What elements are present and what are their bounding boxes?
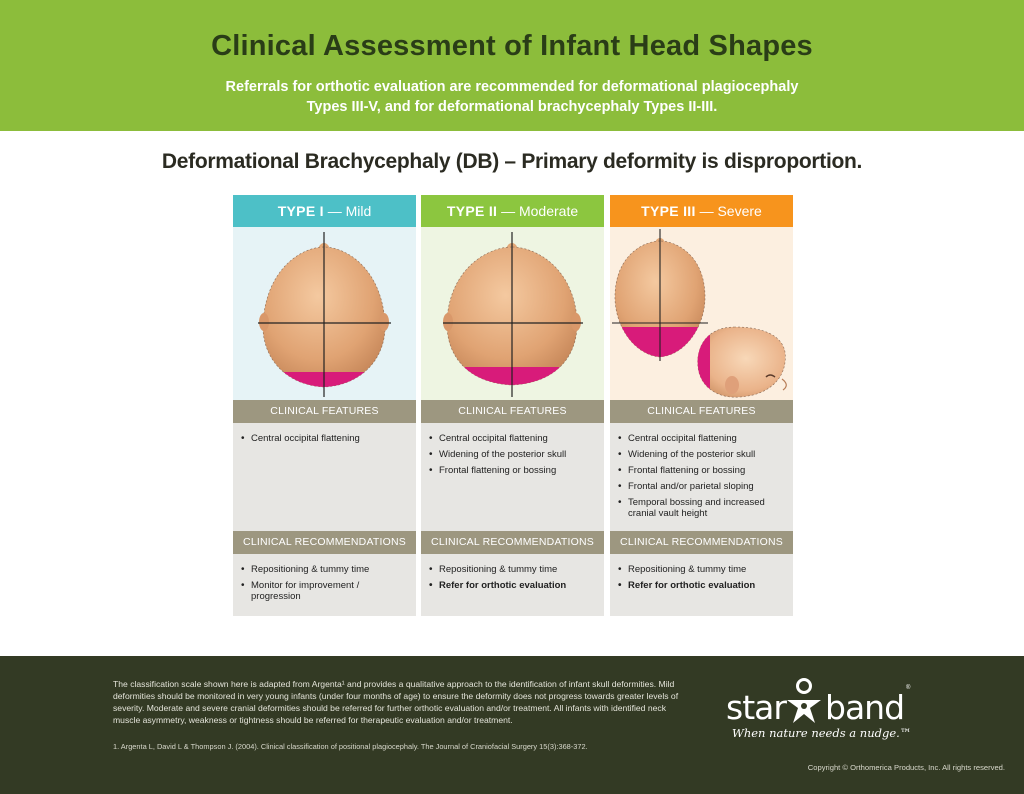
type-iii-column	[610, 195, 793, 616]
severity-label: Mild	[345, 203, 372, 219]
feature-item: • Widening of the posterior skull	[429, 449, 596, 460]
recommendations-panel	[421, 554, 604, 616]
feature-item: • Central occipital flattening	[429, 433, 596, 444]
features-panel	[233, 423, 416, 531]
feature-item: • Widening of the posterior skull	[618, 449, 785, 460]
features-title-bar: CLINICAL FEATURES	[421, 400, 604, 423]
subtitle-line-2: Types III-V, and for deformational brachycephaly Types II-III.	[306, 99, 718, 115]
footer	[0, 656, 1024, 794]
type-label: TYPE III	[641, 203, 696, 219]
recommendations-panel	[610, 554, 793, 616]
ear-left	[259, 313, 269, 331]
recommendations-list	[241, 564, 408, 602]
head-top-view-moderate	[421, 227, 604, 400]
section-heading: Deformational Brachycephaly (DB) – Primary deformity is disproportion.	[161, 150, 863, 173]
ear-right	[571, 313, 581, 331]
star-figure-icon	[784, 678, 824, 726]
logo-text-star: star	[726, 688, 786, 727]
footer-paragraph: The classification scale shown here is adapted from Argenta¹ and provides a qualitative approach to the identification of infant skull deformities. Mild deformities should be monitored in very young infants (under four months of age) to ensure the deformity does not progress towards greater levels of severity. Moderate and severe cranial deformities should be referred for further orthotic evaluation and/or treatment. All infants with identified neck muscle asymmetry, weakness or tightness should be referred for therapeutic evaluation and/or treatment.	[113, 679, 679, 725]
page-title: Clinical Assessment of Infant Head Shapes	[211, 30, 813, 62]
type-ii-column	[421, 195, 604, 616]
top-banner	[0, 0, 1024, 131]
recommendations-title-bar: CLINICAL RECOMMENDATIONS	[421, 531, 604, 554]
recommendations-panel	[233, 554, 416, 616]
type-i-column	[233, 195, 416, 616]
recommendation-item: • Repositioning & tummy time	[429, 564, 596, 575]
ear-right	[379, 313, 389, 331]
type-iii-header: TYPE III — Severe	[610, 195, 793, 227]
features-list	[429, 433, 596, 476]
features-title-bar: CLINICAL FEATURES	[233, 400, 416, 423]
feature-item: • Central occipital flattening	[241, 433, 408, 444]
type-ii-header: TYPE II — Moderate	[421, 195, 604, 227]
recommendation-item: • Monitor for improvement / progression	[241, 580, 408, 602]
features-title-bar: CLINICAL FEATURES	[610, 400, 793, 423]
recommendation-item: • Repositioning & tummy time	[618, 564, 785, 575]
nose-side	[782, 379, 786, 390]
logo-tagline: When nature needs a nudge.™	[732, 726, 912, 740]
type-label: TYPE I	[277, 203, 324, 219]
type-i-header: TYPE I — Mild	[233, 195, 416, 227]
feature-item: • Frontal flattening or bossing	[429, 465, 596, 476]
feature-item: • Frontal flattening or bossing	[618, 465, 785, 476]
severity-label: Moderate	[518, 203, 579, 219]
feature-item: • Central occipital flattening	[618, 433, 785, 444]
recommendations-list	[429, 564, 596, 591]
feature-item: • Frontal and/or parietal sloping	[618, 481, 785, 492]
type-iii-illustration	[610, 227, 793, 400]
logo-text-band: band	[825, 688, 905, 727]
feature-item: • Temporal bossing and increased cranial vault height	[618, 497, 785, 519]
recommendations-title-bar: CLINICAL RECOMMENDATIONS	[233, 531, 416, 554]
ear-side	[725, 376, 739, 394]
page-subtitle	[0, 77, 1024, 117]
starband-logo	[722, 678, 917, 740]
type-i-illustration	[233, 227, 416, 400]
recommendations-list	[618, 564, 785, 591]
footer-reference: 1. Argenta L, David L & Thompson J. (2004). Clinical classification of positional plagiocephaly. The Journal of Craniofacial Surgery 15(3):368-372.	[113, 742, 588, 751]
subtitle-line-1: Referrals for orthotic evaluation are recommended for deformational plagiocephaly	[225, 79, 799, 95]
head-top-view-mild	[233, 227, 416, 400]
features-list	[241, 433, 408, 444]
logo-registered-mark: ®	[906, 685, 911, 691]
features-panel	[610, 423, 793, 531]
features-panel	[421, 423, 604, 531]
recommendation-item: • Refer for orthotic evaluation	[618, 580, 785, 591]
severity-label: Severe	[717, 203, 762, 219]
recommendations-title-bar: CLINICAL RECOMMENDATIONS	[610, 531, 793, 554]
side-skull-outline	[698, 327, 786, 397]
type-label: TYPE II	[446, 203, 498, 219]
recommendation-item: • Repositioning & tummy time	[241, 564, 408, 575]
copyright-notice: Copyright © Orthomerica Products, Inc. All rights reserved.	[807, 763, 1005, 772]
features-list	[618, 433, 785, 519]
recommendation-item: • Refer for orthotic evaluation	[429, 580, 596, 591]
type-ii-illustration	[421, 227, 604, 400]
ear-left	[443, 313, 453, 331]
head-views-severe	[610, 227, 793, 400]
